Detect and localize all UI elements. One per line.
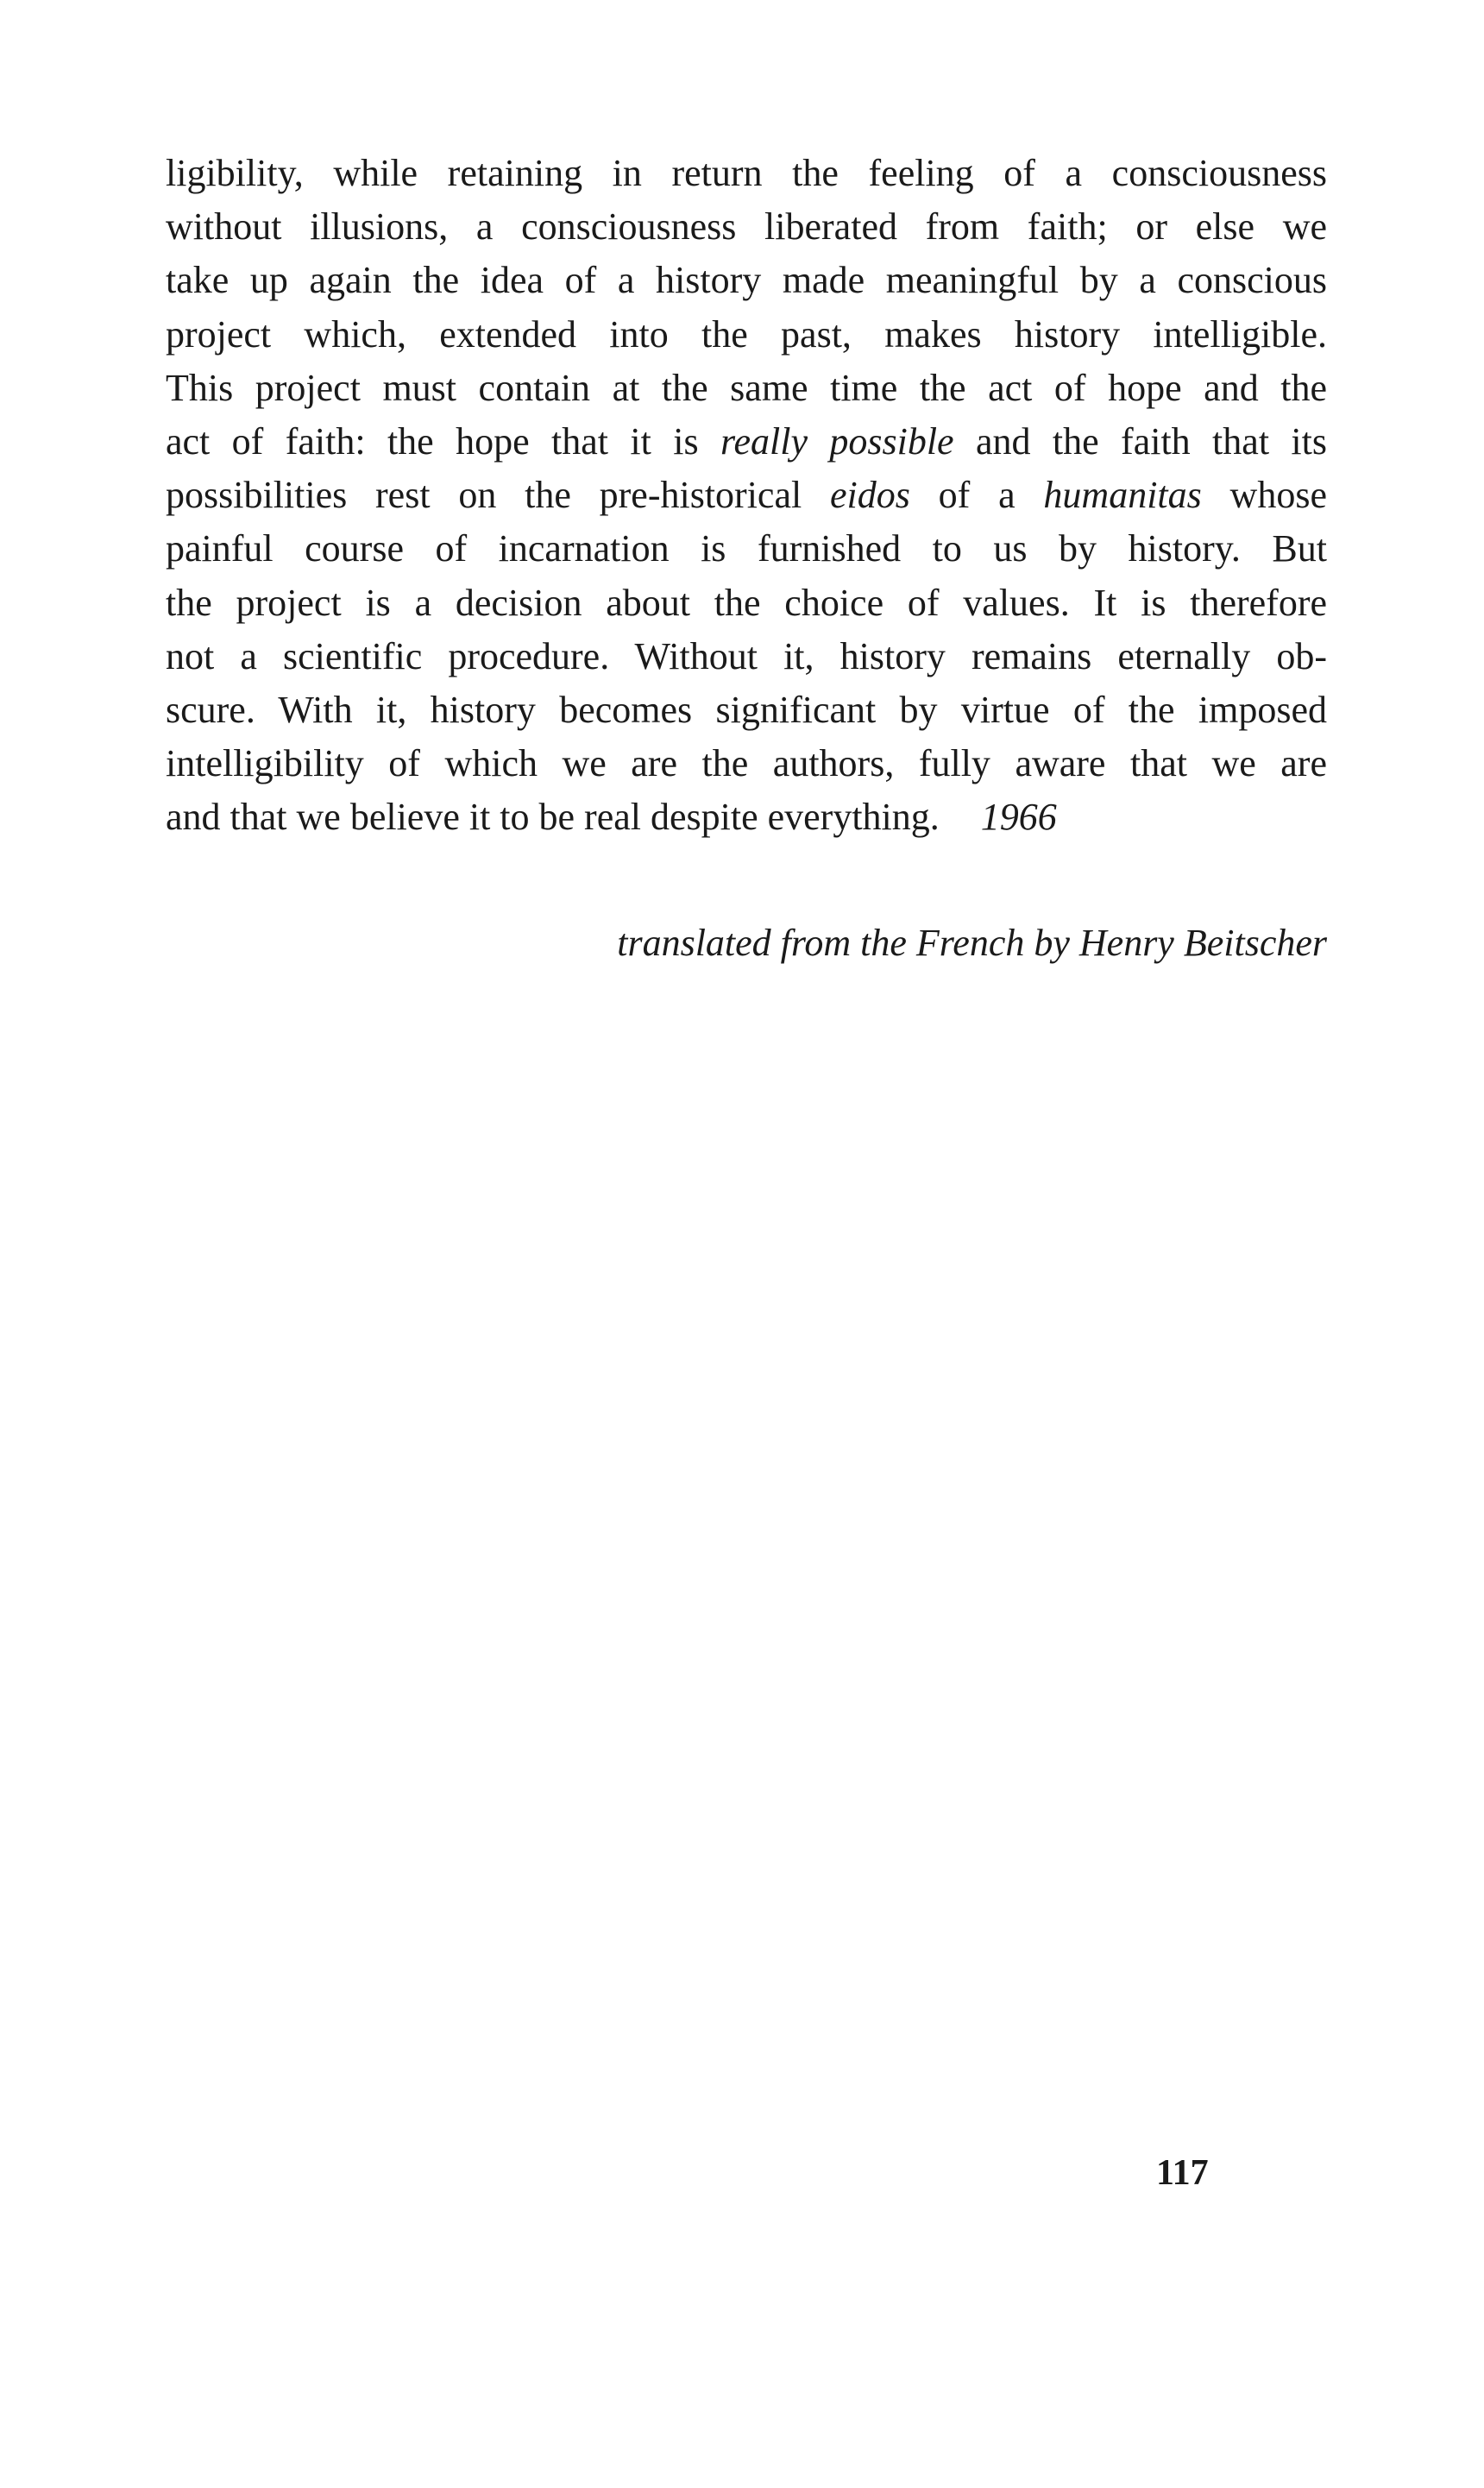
text-line-1: ligibility, while retaining in return the feeling of a consciousness [166,152,1327,194]
italic-phrase-really-possible: really possible [720,419,954,463]
text-segment: and the faith that its [953,419,1328,463]
text-line-7 [166,469,1327,522]
text-segment: act of faith: the hope that it is [166,419,720,463]
italic-word-eidos: eidos [830,474,910,517]
year-dateline: 1966 [980,796,1057,839]
essay-paragraph [166,147,1327,844]
page-number: 117 [1156,2153,1209,2193]
italic-word-humanitas: humanitas [1043,474,1202,517]
text-line-5: This project must contain at the same time the act of hope and the [166,366,1327,409]
text-line-13 [166,790,1327,844]
text-line-6 [166,415,1327,469]
text-segment: possibilities rest on the pre-historical [166,474,830,517]
translator-credit: translated from the French by Henry Beitscher [617,922,1327,964]
text-segment: whose [1201,474,1327,517]
text-segment: and that we believe it to be real despite everything. [166,796,940,839]
text-line-3: take up again the idea of a history made meaningful by a conscious [166,259,1327,302]
text-segment: of a [909,474,1044,517]
text-line-4: project which, extended into the past, makes history intelligible. [166,312,1327,356]
text-line-2: without illusions, a consciousness liberated from faith; or else we [166,205,1327,249]
text-line-8: painful course of incarnation is furnished to us by history. But [166,527,1327,570]
text-line-10: not a scientific procedure. Without it, history remains eternally ob- [166,634,1327,677]
text-line-11: scure. With it, history becomes significant by virtue of the imposed [166,688,1327,731]
text-line-12: intelligibility of which we are the authors, fully aware that we are [166,742,1327,785]
text-line-9: the project is a decision about the choice of values. It is therefore [166,581,1327,624]
